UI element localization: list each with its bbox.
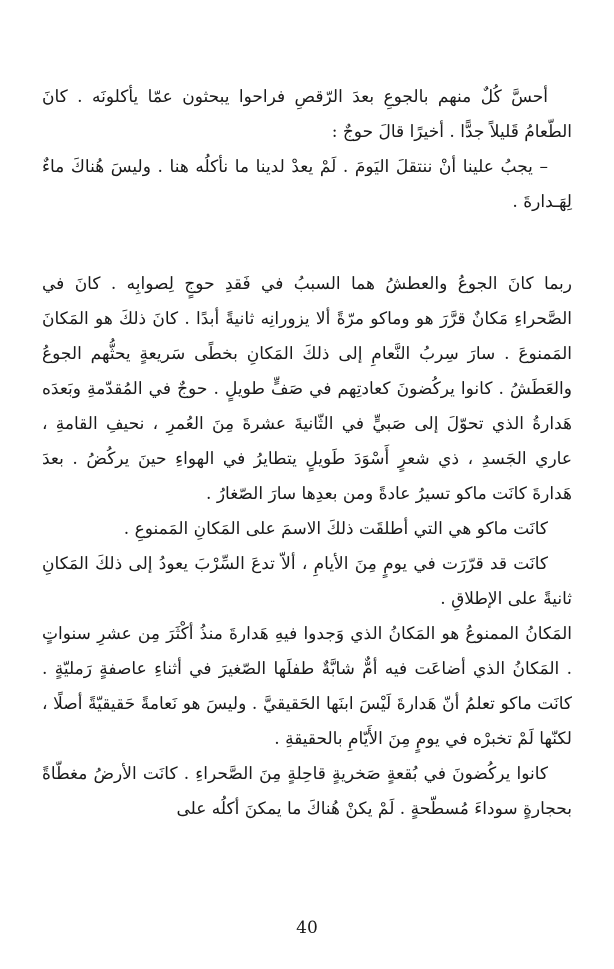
- paragraph: ربما كانَ الجوعُ والعطشُ هما السببُ في فَقدِ حوجٍ لِصوابِه . كانَ في الصَّحراءِ مَكانٌ قرَّرَ هو وماكو مرّةً ألا يزورانِه ثانيةً أبدًا . كانَ ذلكَ هو المَكانَ المَمنوعَ . سارَ سِربُ النَّعامِ إلى ذلكَ المَكانِ بخطًى سَريعةٍ يحثُّهم الجوعُ والعَطَشُ . كانوا يركُضونَ كعادتِهم في صَفٍّ طويلٍ . حوجٌ في المُقدّمةِ وبَعدَه هَدارةُ الذي تحوّلَ إلى صَبيٍّ في الثّانيةَ عشرةَ مِنَ العُمرِ ، نحيفِ القامةِ ، عاري الجَسدِ ، ذي شعرٍ أَسْوَدَ طَويلٍ يتطايرُ في الهواءِ حينَ يركُضُ . بعدَ هَدارةَ كانَت ماكو تسيرُ عادةً ومن بعدِها سارَ الصّغارُ .: [42, 274, 572, 504]
- paragraph: أحسَّ كُلٌ منهم بالجوعِ بعدَ الرّقصِ فراحوا يبحثون عمّا يأكلونَه . كانَ الطّعامُ قَليلاً جدًّا . أخيرًا قالَ حوجٌ :: [42, 87, 572, 142]
- paragraph: المَكانُ الممنوعُ هو المَكانُ الذي وَجدوا فيهِ هَدارةَ منذُ أكْثَرَ مِن عشرِ سنواتٍ . المَكانُ الذي أضاعَت فيه أمٌّ شابَّةٌ طفلَها الصّغيرَ في أثناءِ عاصفةٍ رَمليّةٍ . كانَت ماكو تعلمُ أنّ هَدارةَ لَيْسَ ابنَها الحَقيقيَّ . وليسَ هو نَعامةً حَقيقيّةً أصلًا ، لكنّها لَمْ تخبرْه في يومٍ مِنَ الأَيّامِ بالحقيقةِ .: [42, 624, 572, 749]
- dialogue-paragraph: – يجبُ علينا أنْ ننتقلَ اليَومَ . لَمْ يعدْ لدينا ما نأكلُه هنا . وليسَ هُناكَ ماءٌ لِهَـدارةَ .: [42, 157, 572, 212]
- paragraph: كانَت قد قرّرَت في يومٍ مِنَ الأيامِ ، ألاّ تدعَ السِّرْبَ يعودُ إلى ذلكَ المَكانِ ثانيةً على الإطلاقِ .: [42, 554, 572, 609]
- page-number: 40: [296, 918, 318, 938]
- paragraph: كانوا يركُضونَ في بُقعةٍ صَخريةٍ قاحِلةٍ مِنَ الصَّحراءِ . كانَت الأرضُ مغطّاةً بحجارةٍ سوداءَ مُسطّحةٍ . لَمْ يكنْ هُناكَ ما يمكنَ أكلُه على: [42, 764, 572, 819]
- paragraph: كانَت ماكو هي التي أطلقَت ذلكَ الاسمَ على المَكانِ المَمنوعِ .: [123, 519, 548, 539]
- main-passage: [42, 267, 572, 827]
- opening-passage: [42, 80, 572, 220]
